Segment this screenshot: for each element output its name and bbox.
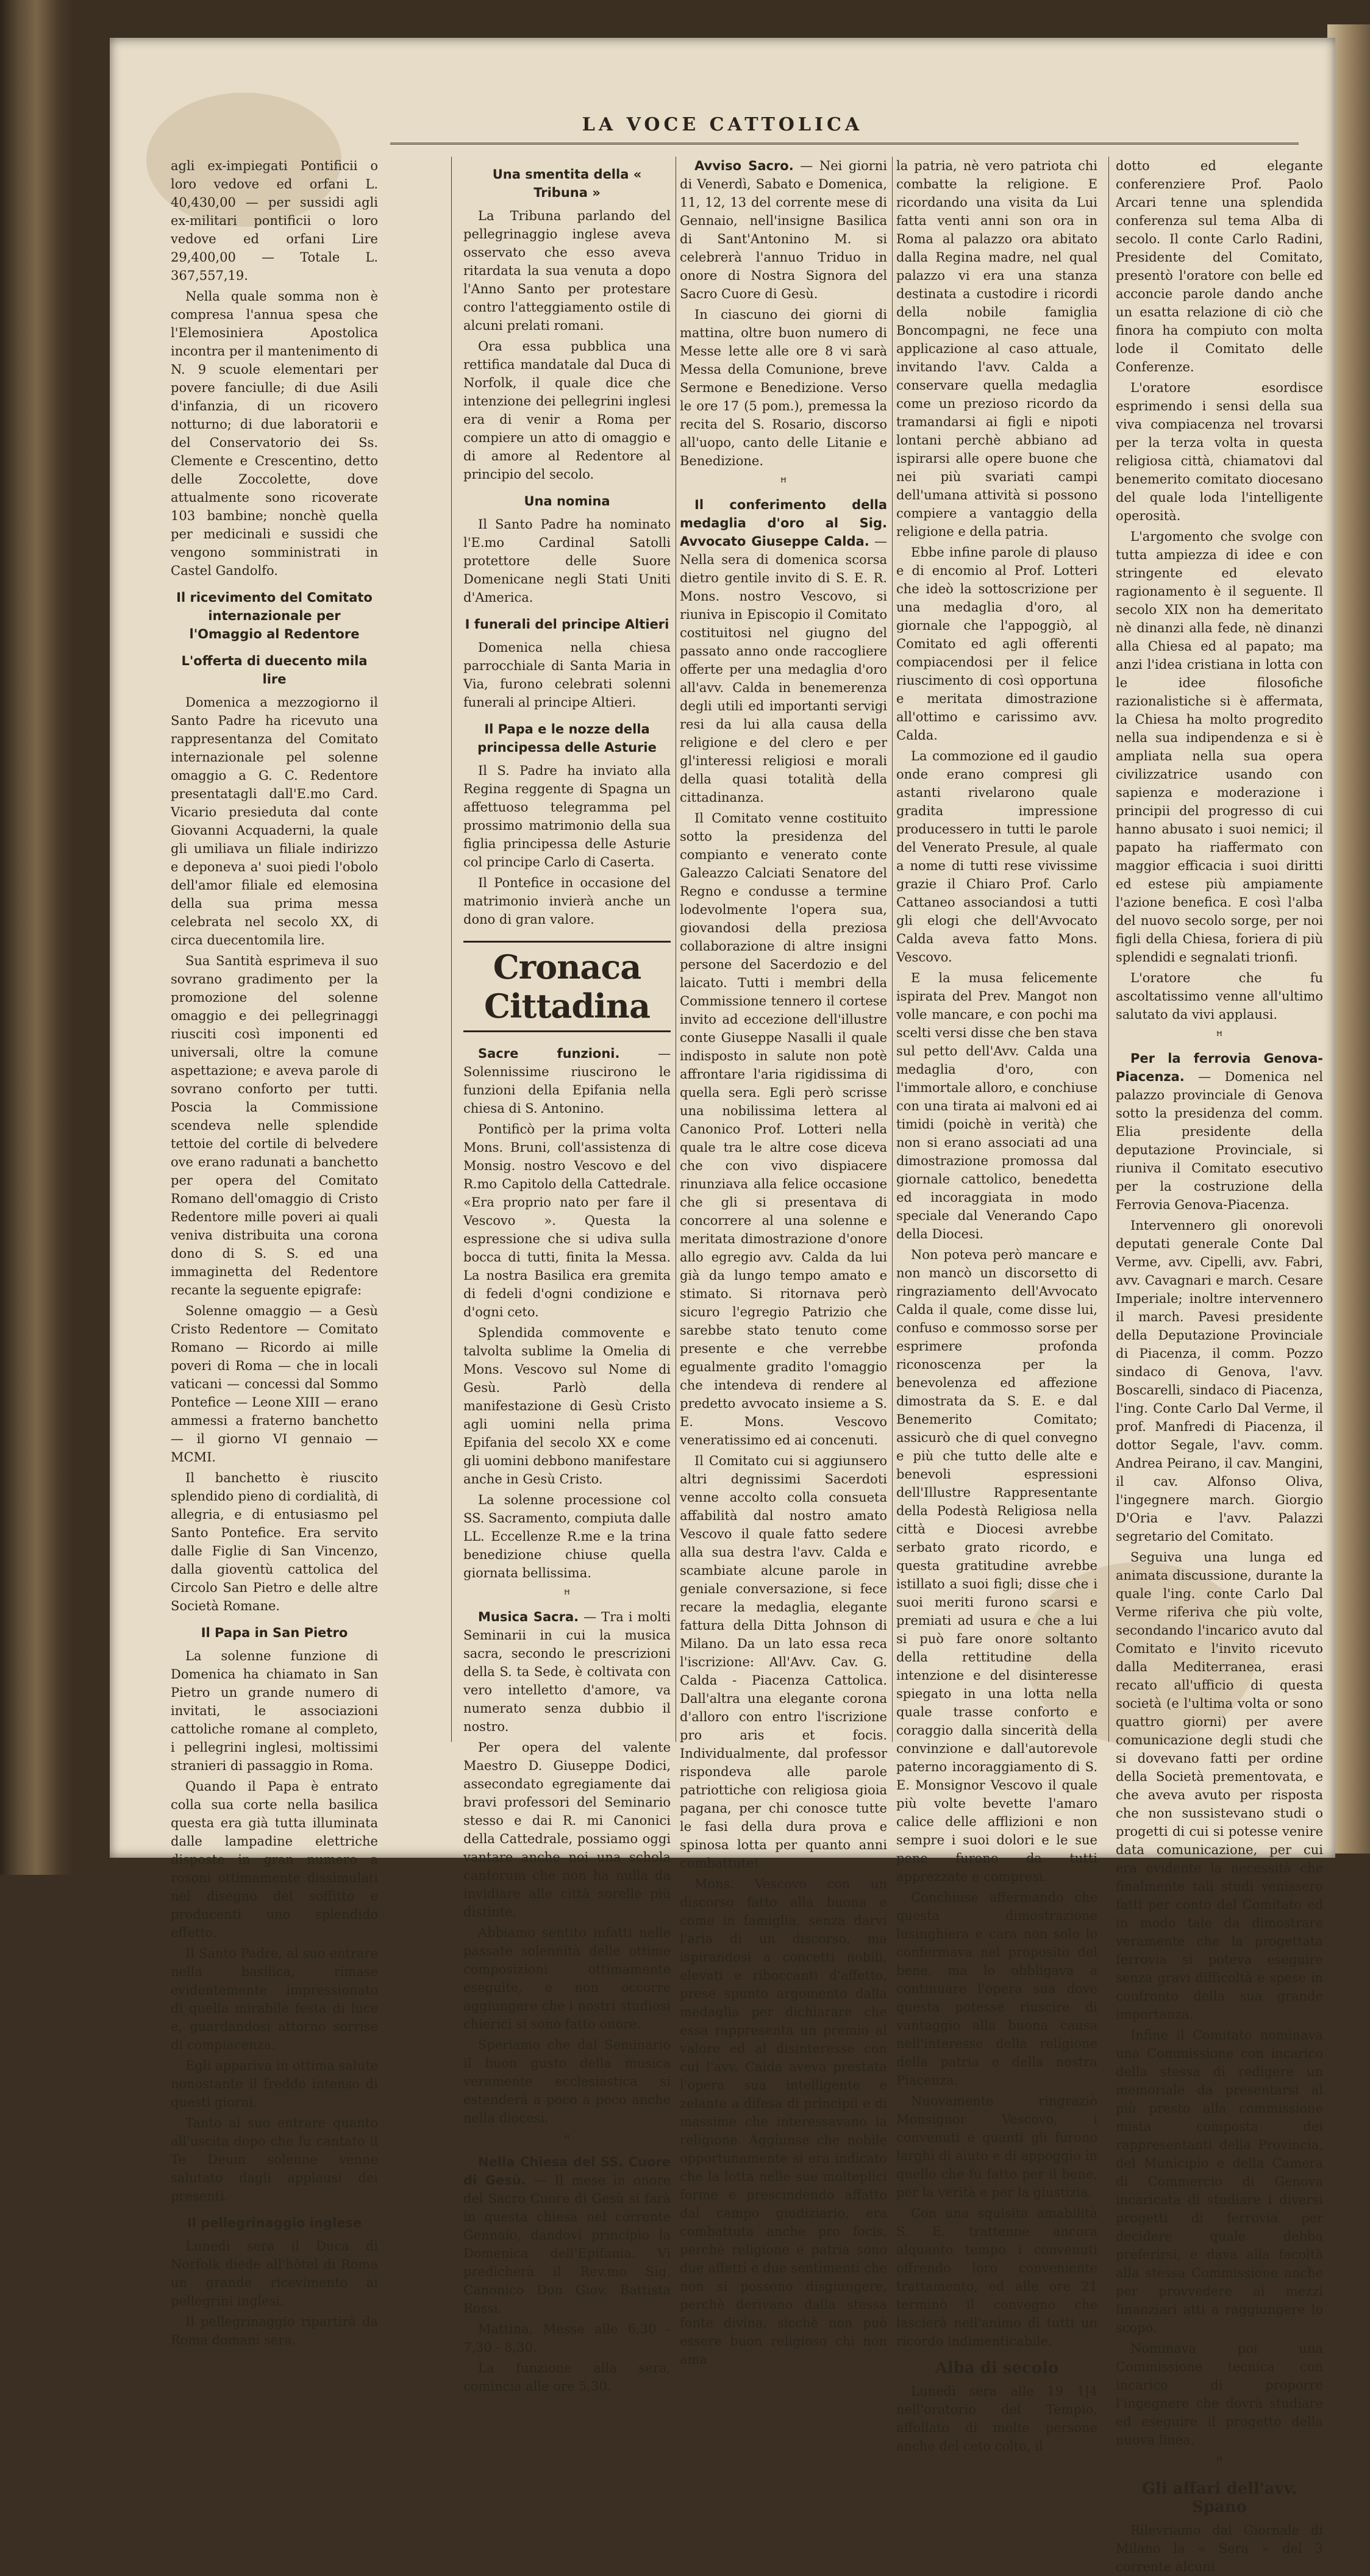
article-text: Il S. Padre ha inviato alla Regina reggente di Spagna un affettuoso telegramma pel prossimo matrimonio della sua figlia principessa delle Asturie col principe Carlo di Caserta. (463, 763, 671, 869)
article-text: Seguiva una lunga ed animata discussione, durante la quale l'ing. conte Carlo Dal Verme riferiva che più volte, secondando l'incarico avuto dal Comitato e l'invito ricevuto dalla Mediterranea, erasi recato all'ufficio di questa società (e l'ultima volta or sono quattro giorni) per avere comunicazione degli studi che si dovevano fatti per ordine della Società prementovata, e che aveva avuto per risposta che non sussistevano studi o progetti di cui si potesse venire data comunicazione, per cui era evidente la necessità che finalmente tali studi venissero fatti per conto del Comitato ed in modo tale da dimostrare veramente che la progettata ferrovia si poteva eseguire senza gravi difficoltà e spese in confronto della sua grande importanza. (1116, 1550, 1323, 2022)
section-title: Cronaca Cittadina (463, 941, 671, 1032)
article-text: Intervennero gli onorevoli deputati generale Conte Dal Verme, avv. Cipelli, avv. Fabri, avv. Cavagnari e march. Cesare Imperiale; inoltre intervennero il march. Pavesi presidente della Deputazione Provinciale di Piacenza, il comm. Pozzo sindaco di Genova, l'avv. Boscarelli, sindaco di Piacenza, l'ing. Conte Carlo Dal Verme, il prof. Manfredi di Piacenza, il dottor Segale, l'avv. comm. Andrea Peirano, il cav. Mangini, il cav. Alfonso Oliva, l'ingegnere march. Giorgio D'Oria e l'avv. Palazzi segretario del Comitato. (1116, 1218, 1323, 1544)
article-text: Infine il Comitato nominava una Commissione con incarico della stessa di redigere un memoriale da presentarsi al più presto alla commissione mista composta dei rappresentanti della Provincia, del Municipio e della Camera di Commercio di Genova incaricata di studiare i diversi progetti di ferrovia per decidere quale debba preferirsi, e dava alla facoltà alla stessa Commissione anche per provvedere ai mezzi finanziari atti a raggiungere lo scopo. (1116, 2028, 1323, 2335)
article-text: Nuovamente ringraziò Monsignor Vescovo, i convenuti e quanti gli furono larghi di aiuto e di appoggio in quello che fu fatto per il bene, per la verità e per la giustizia. (896, 2094, 1097, 2200)
column-rule (1108, 157, 1109, 1742)
article-text: Nella quale somma non è compresa l'annua spesa che l'Elemosiniera Apostolica incontra per il mantenimento di N. 9 scuole elementari per povere fanciulle; di due Asili d'infanzia, di un ricovero notturno; di due laboratorii e del Conservatorio dei Ss. Clemente e Crescentino, detto delle Zoccolette, dove attualmente sono ricoverate 103 bambine; nonchè quella per medicinali e sussidi che vengono somministrati in Castel Gandolfo. (171, 289, 378, 578)
article-text: — Solennissime riuscirono le funzioni della Epifania nella chiesa di S. Antonino. (463, 1046, 671, 1116)
run-in-heading: Il conferimento della medaglia d'oro al Sig. Avvocato Giuseppe Calda. (680, 498, 887, 549)
run-in-heading: Sacre funzioni. (478, 1046, 620, 1061)
article-text: In ciascuno dei giorni di mattina, oltre buon numero di Messe lette alle ore 8 vi sarà Messa della Comunione, breve Sermone e Benedizione. Verso le ore 17 (5 pom.), premessa la recita del S. Rosario, discorso all'uopo, canto delle Litanie e Benedizione. (680, 307, 887, 468)
masthead: LA VOCE CATTOLICA (582, 114, 863, 135)
article-text: Il Pontefice in occasione del matrimonio invierà anche un dono di gran valore. (463, 876, 671, 927)
article-text: L'oratore che fu ascoltatissimo venne all'ultimo salutato da vivi applausi. (1116, 971, 1323, 1022)
article-text: Per opera del valente Maestro D. Giuseppe Dodici, assecondato egregiamente dai bravi professori del Seminario stesso e dai R. mi Canonici della Cattedrale, possiamo oggi vantare anche noi una schola cantorum che non ha nulla da invidiare alle città sorelle più distinte. (463, 1740, 671, 1919)
article-text: Il Comitato cui si aggiunsero altri degnissimi Sacerdoti venne accolto colla consueta affabilità dal nostro amato Vescovo il quale fatto sedere alla sua destra l'avv. Calda e scambiate alcune parole in geniale conversazione, si fece recare la medaglia, elegante fattura della Ditta Johnson di Milano. Da un lato essa reca l'iscrizione: All'Avv. Cav. G. Calda - Piacenza Cattolica. Dall'altra una elegante corona d'alloro con entro l'iscrizione pro aris et focis. Individualmente, dal professor rispondeva alle parole patriottiche con religiosa gioia pagana, per chi conosce tutte le fasi della dura prova e spinosa lotta per quanto anni combattute! (680, 1454, 887, 1871)
article-text: La commozione ed il gaudio onde erano compresi gli astanti rivelarono quale gradita impressione producessero in tutti le parole del Venerato Presule, al quale a nome di tutti rese vivissime grazie il Chiaro Prof. Carlo Cattaneo associandosi a tutti gli elogi che dell'Avvocato Calda aveva fatto Mons. Vescovo. (896, 749, 1097, 965)
article-text: — Domenica nel palazzo provinciale di Genova sotto la presidenza del comm. Elia presidente della deputazione Provinciale, si riuniva il Comitato esecutivo per la costruzione della Ferrovia Genova-Piacenza. (1116, 1069, 1323, 1212)
article-text: L'oratore esordisce esprimendo i sensi della sua viva compiacenza nel trovarsi per la terza volta in questa religiosa città, chiamatovi dal benemerito comitato diocesano del quale loda l'intelligente operosità. (1116, 380, 1323, 523)
article-text: Ebbe infine parole di plauso e di encomio al Prof. Lotteri che ideò la sottoscrizione per una medaglia d'oro, al giornale che l'appoggiò, al Comitato ed agli offerenti compiacendosi per il felice riuscimento di così opportuna e meritata dimostrazione all'ottimo e carissimo avv. Calda. (896, 545, 1097, 743)
run-in-heading: Nella Chiesa del SS. Cuore di Gesù. (463, 2155, 671, 2188)
article-text: Lunedì sera il Duca di Norfolk diede all'hôtel di Roma un grande ricevimento ai pellegrini inglesi. (171, 2239, 378, 2308)
section-separator: ꟸ (1216, 2455, 1222, 2468)
article-text: Pontificò per la prima volta Mons. Bruni, coll'assistenza di Monsig. nostro Vescovo e del R.mo Capitolo della Cattedrale. «Era proprio nato per fare il Vescovo ». Questa la espressione che si udiva sulla bocca di tutti, finita la Messa. La nostra Basilica era gremita di fedeli d'ogni condizione e d'ogni ceto. (463, 1122, 671, 1319)
section-separator: ꟸ (780, 476, 787, 489)
article-text: Sua Santità esprimeva il suo sovrano gradimento per la promozione del solenne omaggio e dei pellegrinaggi riusciti così imponenti ed universali, oltre la comune aspettazione; e aveva parole di sovrano conforto per tutti. Poscia la Commissione scendeva nelle splendide tettoie del cortile di belvedere ove erano radunati a banchetto per opera del Comitato Romano dell'omaggio di Cristo Redentore mille poveri ai quali veniva distribuita una corona dono di S. S. ed una immaginetta del Redentore recante la seguente epigrafe: (171, 954, 378, 1297)
article-heading: Una nomina (524, 494, 610, 508)
article-text: Il pellegrinaggio ripartirà da Roma domani sera. (171, 2314, 378, 2347)
article-text: Speriamo che dal Seminario il buon gusto della musica veramente ecclesiastica si estenderà a poco a poco anche nella diocesi. (463, 2038, 671, 2125)
column-rule (892, 157, 893, 1742)
article-text: Splendida commovente e talvolta sublime la Omelia di Mons. Vescovo sul Nome di Gesù. Parlò della manifestazione di Gesù Cristo agli uomini nella prima Epifania del secolo XX e come gli uomini debbono manifestare anche in Gesù Cristo. (463, 1325, 671, 1486)
article-text: Tanto al suo entrare quanto all'uscita dopo che fu cantato il Te Deum solenne venne salutato dagli applausi dei presenti. (171, 2116, 378, 2203)
article-text: L'argomento che svolge con tutta ampiezza di idee e con stringente ed elevato ragionamento è il seguente. Il secolo XIX non ha demeritato nè dinanzi alla fede, nè dinanzi alla Chiesa ed al papato; ma anzi l'idea cristiana in lotta con le idee filosofiche razionalistiche si è affermata, la Chiesa ha molto progredito nella sua indipendenza e si è ampliata nella sua opera civilizzatrice usando con sapienza e moderazione i principii del progresso di cui hanno abusato i suoi nemici; il papato ha riaffermato con maggior efficacia i suoi diritti ed estese più ampiamente l'azione benefica. E così l'alba del nuovo secolo sorge, per noi figli della Chiesa, foriera di più splendidi e segnalati trionfi. (1116, 529, 1323, 965)
article-heading: Il Papa e le nozze della principessa delle Asturie (477, 722, 657, 755)
article-text: Abbiamo sentito infatti nelle passate solennità delle ottime composizioni ottimamente eseguite, e non occorre aggiungere che i nostri studiosi chierici si sono fatto onore. (463, 1925, 671, 2032)
article-text: la patria, nè vero patriota chi combatte la religione. E ricordando una visita da Lui fatta venti anni son ora in Roma al palazzo ora abitato dalla Regina madre, nel qual palazzo vi era una stanza destinata a custodire i ricordi della nobile famiglia Boncompagni, ne fece una applicazione al caso attuale, invitando l'avv. Calda a conservare quella medaglia come un prezioso ricordo da tramandarsi ai figli e nipoti lontani perchè abbiano ad ispirarsi alle opere buone che nei più svariati campi dell'umana attività si possono compiere a vantaggio della religione e della patria. (896, 159, 1097, 539)
article-text: Il Santo Padre, al suo entrare nella basilica, rimase evidentemente impressionato di quella mirabile festa di luce e, guardandosi attorno sorrise di compiacenza. (171, 1946, 378, 2052)
article-heading: Il Papa in San Pietro (201, 1625, 348, 1640)
article-text: Rilevriamo dal Giornale di Milano la « Sera » del 3 corrente alcuni (1116, 2523, 1323, 2574)
column-rule (451, 157, 452, 1742)
section-separator: ꟸ (564, 2133, 570, 2146)
article-text: Non poteva però mancare e non mancò un discorsetto di ringraziamento dell'Avvocato Calda il quale, come disse lui, confuso e commosso sorse per esprimere profonda riconoscenza per la benevolenza ed affezione dimostrata da S. E. e dal Benemerito Comitato; assicurò che di quel convegno e più che tutto delle alte e benevoli espressioni dell'Illustre Rappresentante della Podestà Religiosa nella città e Diocesi avrebbe serbato grato ricordo, e questa gratitudine avrebbe istillato a suoi figli; disse che i suoi meriti furono scarsi e premiati ad usura e che a lui si può fare onore soltanto della rettitudine della intenzione e del disinteresse spiegato in una lotta nella quale trasse conforto e coraggio dalla sincerità della convinzione e dall'autorevole paterno incoraggiamento di S. E. Monsignor Vescovo il quale più volte bevette l'amaro calice delle afflizioni e non sempre i suoi dolori e le sue pene furono da tutti apprezzate e compresi. (896, 1247, 1097, 1884)
run-in-heading: Per la ferrovia Genova-Piacenza. (1116, 1051, 1323, 1084)
article-text: Solenne omaggio — a Gesù Cristo Redentore — Comitato Romano — Ricordo ai mille poveri di Roma — che in locali vaticani — concessi dal Sommo Pontefice — Leone XIII — erano ammessi a fraterno banchetto — il giorno VI gennaio — MCMI. (171, 1304, 378, 1465)
article-text: agli ex-impiegati Pontificii o loro vedove ed orfani L. 40,430,00 — per sussidi agli ex-militari pontificii o loro vedove ed orfani Lire 29,400,00 — Totale L. 367,557,19. (171, 159, 378, 283)
article-text: Nominava poi una Commissione tecnica con incarico di proporre l'ingegnere che dovrà studiare ed eseguire il progetto della nuova linea. (1116, 2341, 1323, 2447)
column-1 (171, 157, 378, 2347)
article-heading: Alba di secolo (935, 2359, 1059, 2377)
article-heading: Il pellegrinaggio inglese (187, 2216, 362, 2230)
article-text: — Il mese in onore del Sacro Cuore di Gesù si farà in questa chiesa nel corrente Gennaio, dandovi principio la Domenica dell'Epifania. Vi predicherà il Rev.mo Sig. Canonico Don Giov. Battista Rossi. (463, 2173, 671, 2316)
article-text: Con una squisita amabilità S. E. trattenne ancora alquanto tempo i convenuti offrendo loro conveniente trattamento, ed alle ore 21 terminò il convegno che lascierà nell'animo di tutti un ricordo indimenticabile. (896, 2206, 1097, 2349)
article-text: — Nei giorni di Venerdì, Sabato e Domenica, 11, 12, 13 del corrente mese di Gennaio, nell'insigne Basilica di Sant'Antonino M. si celebrerà l'annuo Triduo in onore di Nostra Signora del Sacro Cuore di Gesù. (680, 159, 887, 301)
article-heading: Gli affari dell'avv. Spano (1141, 2480, 1297, 2516)
article-text: Il banchetto è riuscito splendido pieno di cordialità, di allegria, e di entusiasmo pel Santo Pontefice. Era servito dalle Figlie di San Vincenzo, dalla gioventù cattolica del Circolo San Pietro e delle altre Società Romane. (171, 1471, 378, 1613)
run-in-heading: Avviso Sacro. (694, 159, 794, 173)
article-text: Domenica nella chiesa parrocchiale di Santa Maria in Via, furono celebrati solenni funerali al principe Altieri. (463, 640, 671, 710)
section-separator: ꟸ (564, 1588, 570, 1601)
article-text: La Tribuna parlando del pellegrinaggio inglese aveva osservato che esso aveva ritardata la sua venuta a dopo l'Anno Santo per protestare contro l'atteggiamento ostile di alcuni prelati romani. (463, 209, 671, 333)
article-heading: I funerali del principe Altieri (465, 617, 669, 632)
article-heading: Il ricevimento del Comitato internazionale per l'Omaggio al Redentore (176, 590, 373, 641)
article-heading: Una smentita della « Tribuna » (492, 167, 642, 200)
article-text: Quando il Papa è entrato colla sua corte nella basilica questa era già tutta illuminata dalle lampadine elettriche disposte in gran numero a rosoni ottimamente dissimulati nel disegno del soffitto e producenti uno splendido effetto. (171, 1779, 378, 1940)
run-in-heading: Musica Sacra. (478, 1610, 579, 1624)
newspaper-page (110, 38, 1335, 2574)
article-text: La funzione alla sera, comincia alle ore 5,30. (463, 2361, 671, 2394)
article-text: La solenne funzione di Domenica ha chiamato in San Pietro un grande numero di invitati, le associazioni cattoliche romane al completo, i pellegrini inglesi, moltissimi stranieri di passaggio in Roma. (171, 1649, 378, 1773)
column-5 (1116, 157, 1323, 2574)
article-subheading: L'offerta di duecento mila lire (181, 654, 368, 687)
article-text: Conchiuse affermando che questa dimostrazione lusinghiera e cara non solo lo confermava nel proposito del bene, ma lo obbligava a continuare l'opera sua dove questa potesse riuscire di vantaggio alla buona causa nell'interesse della religione della patria e della nostra Piacenza. (896, 1890, 1097, 2088)
article-text: — Tra i molti Seminarii in cui la musica sacra, secondo le prescrizioni della S. ta Sede, è coltivata con vero intelletto d'amore, va numerato senza dubbio il nostro. (463, 1610, 671, 1734)
header-rule (390, 143, 1299, 144)
article-text: Ora essa pubblica una rettifica mandatale dal Duca di Norfolk, il quale dice che intenzione dei pellegrini inglesi era di venir a Roma per compiere un atto di omaggio e di amore al Redentore al principio del secolo. (463, 339, 671, 482)
article-text: Il Santo Padre ha nominato l'E.mo Cardinal Satolli protettore delle Suore Domenicane negli Stati Uniti d'America. (463, 517, 671, 605)
column-3 (680, 157, 887, 2367)
article-text: Mons. Vescovo con un discorso fatto alla buona e come in famiglia, senza darvi l'aria di un discorso, ma ispirandosi a concetti nobili, elevati e riboccanti d'affetto, prese spunto argomento dalla medaglia per dichiarare che essa rappresenta un premio al valore ed al disinteresse con cui l'avv. Calda aveva prestata l'opera sua intelligente e zelante a difesa di principii e di massime che interessavano la religione. Aggiunse che nobile opportunamente si era indicato che la lotta nelle sue molteplici forme e prescindendo affatto dal campo giudiziario, era combattuta anche pro focis, perchè religione e patria sono due affetti e due sentimenti che non si possono disgiungere, perchè derivano dalla stessa fonte divina, sicchè non può essere buon religioso chi non ama (680, 1877, 887, 2367)
column-4 (896, 157, 1097, 2453)
column-2 (463, 157, 671, 2394)
article-text: Egli appariva in ottima salute nonostante il freddo intenso di questi giorni. (171, 2058, 378, 2110)
article-text: Domenica a mezzogiorno il Santo Padre ha ricevuto una rappresentanza del Comitato internazionale pel solenne omaggio a G. C. Redentore presentatagli dall'E.mo Card. Vicario presieduta dal conte Giovanni Acquaderni, la quale gli umiliava un filiale indirizzo e deponeva a' suoi piedi l'obolo dell'amor filiale ed elemosina della sua prima messa celebrata nel secolo XX, di circa duecentomila lire. (171, 695, 378, 947)
article-text: Lunedì sera alle 19 1|4 nell'oratorio del Tempio, affollato di molte persone anche del ceto colto, il (896, 2384, 1097, 2453)
article-text: dotto ed elegante conferenziere Prof. Paolo Arcari tenne una splendida conferenza sul tema Alba di secolo. Il conte Carlo Radini, Presidente del Comitato, presentò l'oratore con belle ed acconcie parole dando anche un esatta relazione di ciò che finora ha compiuto con molta lode il Comitato delle Conferenze. (1116, 159, 1323, 374)
article-text: La solenne processione col SS. Sacramento, compiuta dalle LL. Eccellenze R.me e la trina benedizione chiuse quella giornata bellissima. (463, 1493, 671, 1580)
article-text: Il Comitato venne costituito sotto la presidenza del compianto e venerato conte Galeazzo Calciati Senatore del Regno e condusse a termine lodevolmente l'opera sua, giovandosi della preziosa collaborazione di altre insigni persone del Sacerdozio e del laicato. Tutti i membri della Commissione tennero il cortese invito ad eccezione dell'illustre conte Giuseppe Nasalli il quale indisposto in salute non potè affrontare l'aria rigidissima di quella sera. Egli però scrisse una nobilissima lettera al Canonico Prof. Lotteri nella quale tra le altre cose diceva che con vivo dispiacere rinunziava alla felice occasione che gli si presentava di concorrere al una solenne e meritata dimostrazione d'onore allo egregio avv. Calda da lui già da lungo tempo amato e stimato. Si ritornava però sicuro l'egregio Patrizio che sarebbe stato tenuto come presente e che verrebbe egualmente gradito l'omaggio che intendeva di rendere al predetto avvocato insieme a S. E. Mons. Vescovo veneratissimo ed ai concenuti. (680, 811, 887, 1447)
section-separator: ꟸ (1216, 1030, 1222, 1043)
article-text: — Nella sera di domenica scorsa dietro gentile invito di S. E. R. Mons. nostro Vescovo, si riuniva in Episcopio il Comitato costituitosi nel giugno del passato anno onde raccogliere offerte per una medaglia d'oro all'avv. Calda in benemerenza degli utili ed importanti servigi resi da lui alla causa della religione e del clero e per gl'interessi religiosi e morali della quasi totalità della cittadinanza. (680, 534, 887, 805)
article-text: E la musa felicemente ispirata del Prev. Mangot non volle mancare, e con pochi ma scelti versi disse che ben stava sul petto dell'Avv. Calda una medaglia d'oro, con l'immortale alloro, e conchiuse con una tirata ai malvoni ed ai timidi (poichè in verità) che non si erano associati ad una dimostrazione promossa dal giornale cattolico, benedetta ed incoraggiata in modo speciale dal Venerando Capo della Diocesi. (896, 971, 1097, 1241)
article-text: Mattina, Messe alle 6,30 - 7,30 - 8,30. (463, 2322, 671, 2355)
